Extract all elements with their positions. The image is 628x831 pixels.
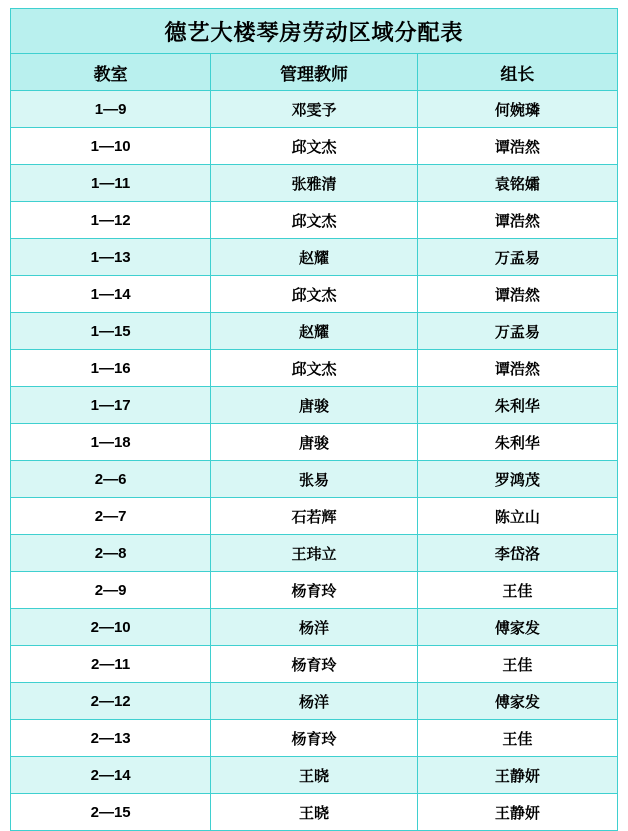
cell-teacher: 唐骏 bbox=[211, 424, 417, 461]
cell-room: 1—11 bbox=[11, 165, 211, 202]
cell-teacher: 张雅清 bbox=[211, 165, 417, 202]
table-row bbox=[11, 683, 618, 720]
cell-leader: 谭浩然 bbox=[417, 350, 617, 387]
cell-leader: 何婉璘 bbox=[417, 91, 617, 128]
cell-teacher: 张易 bbox=[211, 461, 417, 498]
cell-teacher: 杨育玲 bbox=[211, 720, 417, 757]
table-row bbox=[11, 165, 618, 202]
cell-teacher: 邓雯予 bbox=[211, 91, 417, 128]
column-header-room: 教室 bbox=[11, 54, 211, 91]
cell-leader: 朱利华 bbox=[417, 424, 617, 461]
cell-leader: 陈立山 bbox=[417, 498, 617, 535]
cell-room: 1—17 bbox=[11, 387, 211, 424]
cell-teacher: 王晓 bbox=[211, 794, 417, 831]
table-row bbox=[11, 387, 618, 424]
cell-teacher: 赵耀 bbox=[211, 239, 417, 276]
cell-leader: 谭浩然 bbox=[417, 202, 617, 239]
cell-room: 2—13 bbox=[11, 720, 211, 757]
table-row bbox=[11, 572, 618, 609]
table-title: 德艺大楼琴房劳动区域分配表 bbox=[11, 9, 618, 54]
cell-room: 1—15 bbox=[11, 313, 211, 350]
cell-leader: 谭浩然 bbox=[417, 128, 617, 165]
cell-room: 2—8 bbox=[11, 535, 211, 572]
cell-teacher: 邱文杰 bbox=[211, 350, 417, 387]
cell-teacher: 王玮立 bbox=[211, 535, 417, 572]
column-header-teacher: 管理教师 bbox=[211, 54, 417, 91]
cell-teacher: 赵耀 bbox=[211, 313, 417, 350]
cell-teacher: 邱文杰 bbox=[211, 128, 417, 165]
cell-leader: 万孟易 bbox=[417, 313, 617, 350]
cell-room: 1—18 bbox=[11, 424, 211, 461]
cell-room: 1—14 bbox=[11, 276, 211, 313]
cell-leader: 朱利华 bbox=[417, 387, 617, 424]
table-row bbox=[11, 91, 618, 128]
cell-leader: 傅家发 bbox=[417, 683, 617, 720]
table-row bbox=[11, 239, 618, 276]
table-row bbox=[11, 646, 618, 683]
cell-leader: 王静妍 bbox=[417, 757, 617, 794]
cell-teacher: 杨育玲 bbox=[211, 572, 417, 609]
cell-leader: 李岱洛 bbox=[417, 535, 617, 572]
table-row bbox=[11, 424, 618, 461]
table-row bbox=[11, 276, 618, 313]
title-row bbox=[11, 9, 618, 54]
table-row bbox=[11, 498, 618, 535]
cell-leader: 王佳 bbox=[417, 646, 617, 683]
cell-room: 2—12 bbox=[11, 683, 211, 720]
cell-room: 2—11 bbox=[11, 646, 211, 683]
cell-room: 2—6 bbox=[11, 461, 211, 498]
cell-room: 1—16 bbox=[11, 350, 211, 387]
column-header-leader: 组长 bbox=[417, 54, 617, 91]
table-row bbox=[11, 535, 618, 572]
cell-leader: 王佳 bbox=[417, 572, 617, 609]
cell-teacher: 石若辉 bbox=[211, 498, 417, 535]
cell-room: 2—9 bbox=[11, 572, 211, 609]
cell-teacher: 唐骏 bbox=[211, 387, 417, 424]
cell-leader: 王佳 bbox=[417, 720, 617, 757]
table-row bbox=[11, 313, 618, 350]
table-row bbox=[11, 794, 618, 831]
cell-leader: 王静妍 bbox=[417, 794, 617, 831]
cell-leader: 罗鸿茂 bbox=[417, 461, 617, 498]
table-row bbox=[11, 461, 618, 498]
table-row bbox=[11, 128, 618, 165]
cell-teacher: 杨洋 bbox=[211, 683, 417, 720]
cell-room: 2—15 bbox=[11, 794, 211, 831]
cell-room: 2—14 bbox=[11, 757, 211, 794]
cell-room: 2—10 bbox=[11, 609, 211, 646]
cell-leader: 傅家发 bbox=[417, 609, 617, 646]
table-row bbox=[11, 720, 618, 757]
cell-room: 1—9 bbox=[11, 91, 211, 128]
cell-teacher: 邱文杰 bbox=[211, 202, 417, 239]
cell-leader: 万孟易 bbox=[417, 239, 617, 276]
cell-room: 1—12 bbox=[11, 202, 211, 239]
cell-leader: 袁铭孀 bbox=[417, 165, 617, 202]
cell-leader: 谭浩然 bbox=[417, 276, 617, 313]
cell-room: 2—7 bbox=[11, 498, 211, 535]
table-row bbox=[11, 202, 618, 239]
table-row bbox=[11, 757, 618, 794]
cell-teacher: 王晓 bbox=[211, 757, 417, 794]
table-row bbox=[11, 350, 618, 387]
cell-room: 1—10 bbox=[11, 128, 211, 165]
cell-teacher: 杨育玲 bbox=[211, 646, 417, 683]
table-row bbox=[11, 609, 618, 646]
header-row bbox=[11, 54, 618, 91]
cell-teacher: 杨洋 bbox=[211, 609, 417, 646]
allocation-table bbox=[10, 8, 618, 831]
cell-teacher: 邱文杰 bbox=[211, 276, 417, 313]
cell-room: 1—13 bbox=[11, 239, 211, 276]
table-body bbox=[11, 9, 618, 831]
